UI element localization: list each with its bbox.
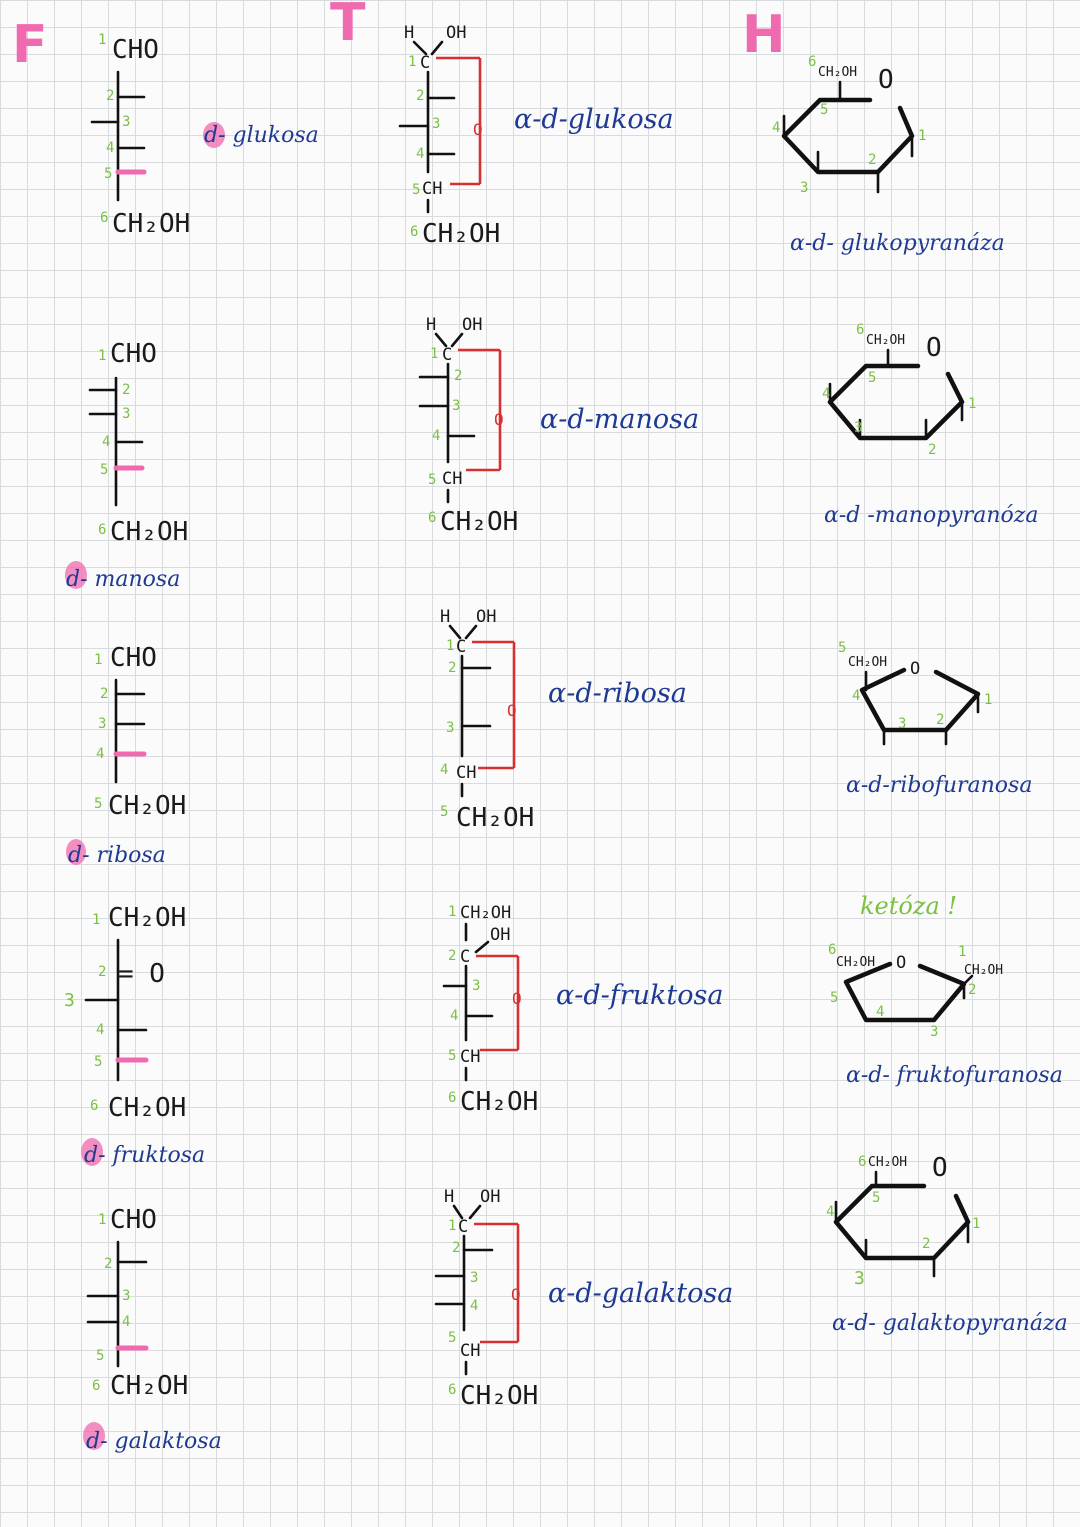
carbon-number: 3 <box>898 716 907 732</box>
hydrogen-label: H <box>444 1187 455 1207</box>
ring-oxygen: O <box>926 333 942 363</box>
carbon-number: 5 <box>94 796 103 812</box>
pyranose-ring <box>784 100 912 172</box>
aldehyde-group: CHO <box>110 339 157 369</box>
carbon-number: 6 <box>98 522 107 538</box>
bond <box>452 334 462 346</box>
carbon-number: 5 <box>448 1048 457 1064</box>
hydrogen-label: H <box>404 23 415 43</box>
ring-oxygen: O <box>932 1153 948 1183</box>
carbon-number: 3 <box>470 1270 479 1286</box>
hydroxymethyl-group: CH₂OH <box>112 209 191 239</box>
carbon-number: 3 <box>930 1024 939 1040</box>
carbon-number: 5 <box>868 370 877 386</box>
sugar-name: α-d-fruktosa <box>556 980 724 1011</box>
hydroxymethyl-group: CH₂OH <box>460 1381 539 1411</box>
carbon-number: 2 <box>448 660 457 676</box>
carbon-number: 5 <box>830 990 839 1006</box>
hydroxymethyl-group: CH₂OH <box>866 333 906 348</box>
mannose-haworth <box>822 322 1038 528</box>
carbon-number: 3 <box>122 1288 131 1304</box>
carbon-number: 6 <box>410 224 419 240</box>
carbon-number: 3 <box>98 716 107 732</box>
carbon-number: 1 <box>98 32 107 48</box>
mannose-fischer <box>65 339 188 592</box>
carbon-number: 5 <box>872 1190 881 1206</box>
carbon-number: 4 <box>876 1004 885 1020</box>
hydroxymethyl-group: CH₂OH <box>964 963 1004 978</box>
hydroxymethyl-group: CH₂OH <box>818 65 858 80</box>
header-h: H <box>742 5 786 65</box>
sugar-name: α-d-ribofuranosa <box>846 773 1033 798</box>
sugar-name: α-d-glukosa <box>514 104 674 135</box>
carbon-number: 4 <box>106 140 115 156</box>
bond <box>470 1206 480 1218</box>
header-t: T <box>330 0 366 53</box>
pyranose-ring <box>836 1186 968 1258</box>
carbon-number: 4 <box>102 434 111 450</box>
ring-oxygen: O <box>507 701 517 720</box>
carbon-number: 1 <box>972 1216 981 1232</box>
carbon-number: 1 <box>94 652 103 668</box>
carbon-number: 2 <box>416 88 425 104</box>
carbon-number: 6 <box>808 54 817 70</box>
sugar-name: α-d-galaktosa <box>548 1278 734 1309</box>
mannose-tollens <box>420 315 699 537</box>
hydroxymethyl-group: CH₂OH <box>108 791 187 821</box>
carbon-number: 1 <box>984 692 993 708</box>
carbon-number: 6 <box>856 322 865 338</box>
carbon-number: 1 <box>446 638 455 654</box>
carbon-number: 1 <box>448 1218 457 1234</box>
carbon-number: 3 <box>854 420 863 436</box>
carbon-number: 2 <box>100 686 109 702</box>
ketose-note: ketóza ! <box>860 892 958 920</box>
carbon-number: 3 <box>472 978 481 994</box>
hydroxyl-label: OH <box>490 925 511 945</box>
carbon-number: 5 <box>820 102 829 118</box>
ring-oxygen: O <box>494 410 504 429</box>
galactose-tollens <box>436 1187 733 1411</box>
carbon-number: 6 <box>448 1382 457 1398</box>
anomeric-carbon: C <box>460 947 471 967</box>
carbon-number: 5 <box>104 166 113 182</box>
aldehyde-group: CHO <box>110 1205 157 1235</box>
carbon-number: 5 <box>428 472 437 488</box>
carbon-number: 4 <box>826 1204 835 1220</box>
sugar-name: α-d- galaktopyranáza <box>832 1311 1068 1336</box>
carbon-number: 5 <box>412 182 421 198</box>
bond <box>466 626 476 638</box>
carbon-number: 1 <box>408 54 417 70</box>
sugar-name: α-d-ribosa <box>548 678 687 709</box>
carbon-number: 2 <box>98 964 107 980</box>
pyranose-ring <box>830 366 962 438</box>
carbon-number: 1 <box>968 396 977 412</box>
carbon-number: 5 <box>838 640 847 656</box>
hydrogen-label: H <box>426 315 437 335</box>
carbon-number: 5 <box>100 462 109 478</box>
carbon-number: 3 <box>122 406 131 422</box>
glucose-haworth <box>772 54 1005 256</box>
anomeric-carbon: C <box>420 53 431 73</box>
carbon-number: 1 <box>958 944 967 960</box>
aldehyde-group: CHO <box>112 35 159 65</box>
carbon-number: 1 <box>448 904 457 920</box>
carbon-number: 2 <box>454 368 463 384</box>
carbon-number: 5 <box>440 804 449 820</box>
carbon-number: 4 <box>440 762 449 778</box>
carbon-number: 2 <box>936 712 945 728</box>
carbon-number: 6 <box>428 510 437 526</box>
carbon-number: 4 <box>450 1008 459 1024</box>
carbon-number: 1 <box>92 912 101 928</box>
carbon-number: 1 <box>918 128 927 144</box>
ring-oxygen: O <box>473 120 483 139</box>
carbon-number: 2 <box>922 1236 931 1252</box>
hydroxymethyl-group: CH₂OH <box>456 803 535 833</box>
carbon-number: 4 <box>96 1022 105 1038</box>
carbon-number: 1 <box>98 348 107 364</box>
galactose-fischer <box>83 1205 222 1454</box>
sugar-name: α-d -manopyranóza <box>824 503 1039 528</box>
carbon-number: 4 <box>852 688 861 704</box>
hydroxymethyl-group: CH₂OH <box>836 955 876 970</box>
ring-carbon: CH <box>456 763 477 783</box>
hydroxymethyl-group: CH₂OH <box>108 903 187 933</box>
header-f: F <box>12 15 48 75</box>
carbon-number: 2 <box>928 442 937 458</box>
carbon-number: 5 <box>94 1054 103 1070</box>
ring-carbon: CH <box>460 1047 481 1067</box>
carbon-number: 1 <box>98 1212 107 1228</box>
hydroxymethyl-group: CH₂OH <box>108 1093 187 1123</box>
carbon-number: 2 <box>448 948 457 964</box>
fructose-fischer <box>64 903 205 1168</box>
carbon-number: 2 <box>968 982 977 998</box>
anomeric-carbon: C <box>442 345 453 365</box>
carbon-number: 6 <box>858 1154 867 1170</box>
carbon-number: 4 <box>772 120 781 136</box>
hydroxymethyl-group: CH₂OH <box>868 1155 908 1170</box>
carbon-number: 5 <box>448 1330 457 1346</box>
carbon-number: 4 <box>432 428 441 444</box>
carbon-number: 2 <box>452 1240 461 1256</box>
carbon-number: 3 <box>122 114 131 130</box>
carbon-number: 3 <box>64 990 75 1011</box>
ribose-fischer <box>66 643 186 868</box>
carbon-number: 4 <box>122 1314 131 1330</box>
carbon-number: 3 <box>452 398 461 414</box>
carbon-number: 3 <box>800 180 809 196</box>
hydroxymethyl-group: CH₂OH <box>440 507 519 537</box>
sugar-name: d- galaktosa <box>86 1429 222 1454</box>
ring-oxygen: O <box>910 659 921 679</box>
hydroxymethyl-group: CH₂OH <box>110 517 189 547</box>
fructose-haworth <box>828 892 1063 1088</box>
aldehyde-group: CHO <box>110 643 157 673</box>
hydroxymethyl-group: CH₂OH <box>460 903 512 923</box>
ring-oxygen: O <box>896 953 907 973</box>
ring-oxygen: O <box>878 65 894 95</box>
carbon-number: 6 <box>448 1090 457 1106</box>
sugar-name: α-d- fruktofuranosa <box>846 1063 1063 1088</box>
carbon-number: 3 <box>446 720 455 736</box>
ribose-tollens <box>440 607 687 833</box>
carbon-number: 3 <box>432 116 441 132</box>
hydroxyl-label: OH <box>480 1187 501 1207</box>
carbon-number: 4 <box>822 386 831 402</box>
hydrogen-label: H <box>440 607 451 627</box>
glucose-fischer <box>92 32 319 239</box>
bond <box>432 42 442 54</box>
carbon-number: 2 <box>106 88 115 104</box>
carbon-number: 4 <box>416 146 425 162</box>
hydroxyl-label: OH <box>446 23 467 43</box>
carbon-number: 2 <box>868 152 877 168</box>
fructose-tollens <box>444 903 723 1117</box>
carbon-number: 5 <box>96 1348 105 1364</box>
sugar-name: α-d- glukopyranáza <box>790 231 1005 256</box>
ring-oxygen: O <box>512 989 522 1008</box>
hydroxyl-label: OH <box>462 315 483 335</box>
carbon-number: 6 <box>92 1378 101 1394</box>
sugar-name: d- ribosa <box>68 843 166 868</box>
carbon-number: 6 <box>828 942 837 958</box>
ring-carbon: CH <box>442 469 463 489</box>
galactose-haworth <box>826 1153 1068 1336</box>
sugar-name: α-d-manosa <box>540 404 700 435</box>
hydroxymethyl-group: CH₂OH <box>848 655 888 670</box>
sugar-name: d- fruktosa <box>84 1143 206 1168</box>
carbon-number: 1 <box>430 346 439 362</box>
furanose-ring <box>862 670 978 730</box>
carbon-number: 2 <box>122 382 131 398</box>
carbon-number: 4 <box>96 746 105 762</box>
sugar-name: d- manosa <box>66 567 181 592</box>
ring-carbon: CH <box>422 179 443 199</box>
hydroxymethyl-group: CH₂OH <box>422 219 501 249</box>
hydroxymethyl-group: CH₂OH <box>460 1087 539 1117</box>
hydroxyl-label: OH <box>476 607 497 627</box>
ring-oxygen: O <box>511 1285 521 1304</box>
ketone-group: = O <box>118 959 165 989</box>
carbon-number: 2 <box>104 1256 113 1272</box>
sugar-name: d- glukosa <box>204 123 319 148</box>
bond <box>476 942 488 952</box>
anomeric-carbon: C <box>456 637 467 657</box>
hydroxymethyl-group: CH₂OH <box>110 1371 189 1401</box>
carbon-number: 6 <box>90 1098 99 1114</box>
carbon-number: 4 <box>470 1298 479 1314</box>
carbon-number: 6 <box>100 210 109 226</box>
ribose-haworth <box>838 640 1032 798</box>
glucose-tollens <box>400 23 674 249</box>
anomeric-carbon: C <box>458 1217 469 1237</box>
carbon-number: 3 <box>854 1268 865 1289</box>
ring-carbon: CH <box>460 1341 481 1361</box>
